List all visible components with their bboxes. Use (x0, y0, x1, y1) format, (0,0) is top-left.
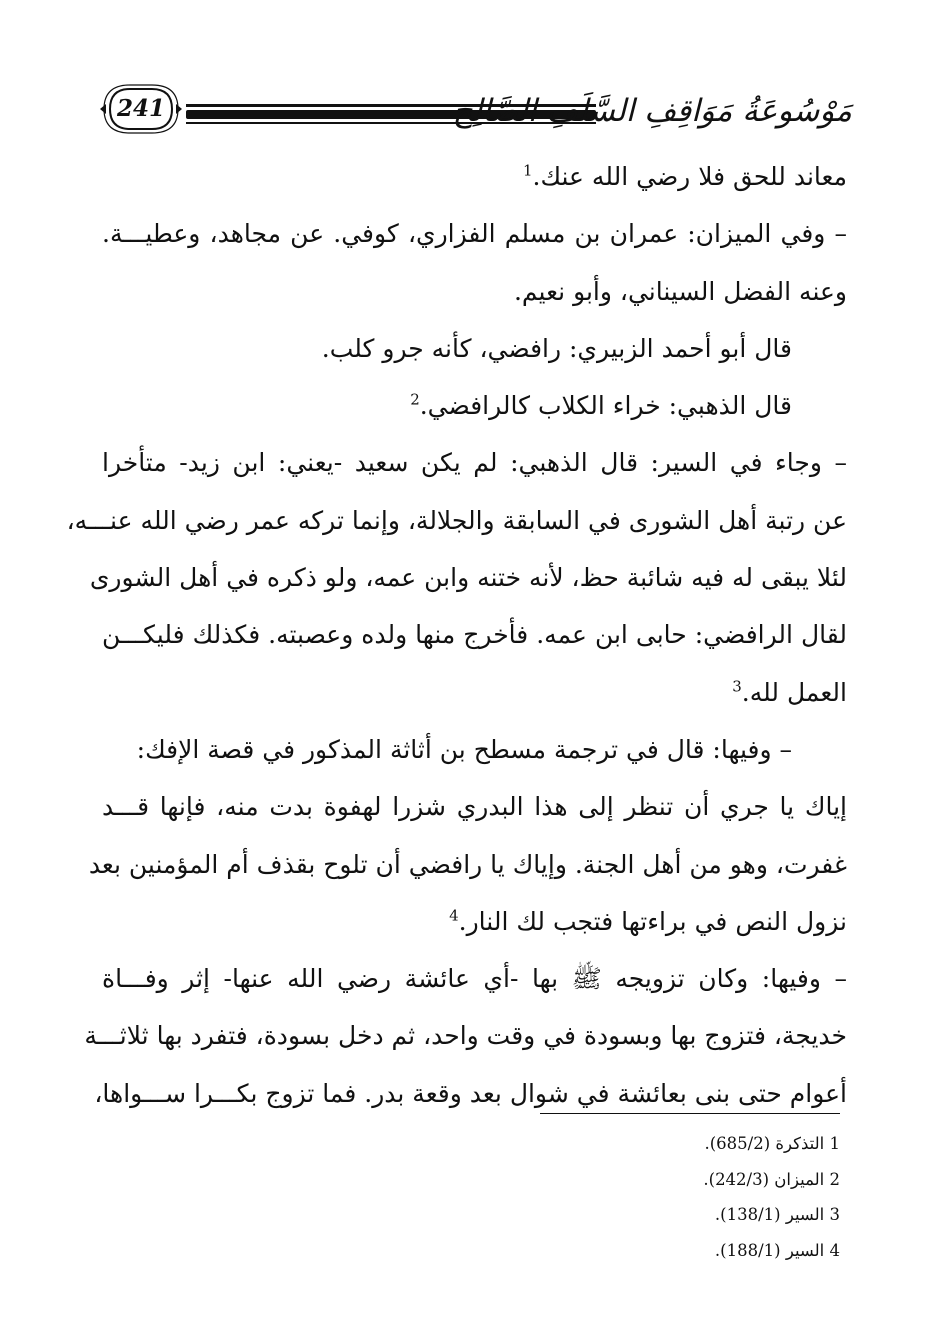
footnote-marker: 3 (732, 677, 742, 696)
text-line (102, 148, 847, 205)
footnotes (540, 1126, 840, 1268)
text-line (102, 205, 847, 262)
text-line (66, 492, 847, 549)
main-text (66, 148, 847, 1122)
text-line (89, 549, 847, 606)
text-line (102, 721, 847, 778)
text-line (102, 606, 847, 663)
text-line (102, 893, 847, 950)
footnote-item: 4 السير (188/1). (714, 1240, 840, 1260)
page-number: 241 (116, 95, 165, 122)
text-segment: قال أبو أحمد الزبيري: رافضي، كأنه جرو كلب. (321, 333, 792, 363)
text-segment: خديجة، فتزوج بها وبسودة في وقت واحد، ثم دخل بسودة، فتفرد بها ثلاثـــة (84, 1021, 847, 1051)
footnote-separator (540, 1113, 840, 1114)
text-line (102, 377, 847, 434)
text-line (88, 836, 847, 893)
text-segment: – وجاء في السير: قال الذهبي: لم يكن سعيد -يعني: ابن زيد- متأخرا (102, 448, 847, 478)
text-segment: وعنه الفضل السيناني، وأبو نعيم. (513, 276, 847, 306)
text-segment: لئلا يبقى له فيه شائبة حظ، لأنه ختنه وابن عمه، ولو ذكره في أهل الشورى (89, 563, 847, 593)
footnote-marker: 4 (449, 906, 459, 925)
footnote-item: 2 الميزان (242/3). (703, 1169, 840, 1189)
text-line (102, 664, 847, 721)
text-segment: غفرت، وهو من أهل الجنة. وإياك يا رافضي أن تلوح بقذف أم المؤمنين بعد (88, 849, 847, 879)
text-line (102, 778, 847, 835)
text-line (102, 320, 847, 377)
text-segment: قال الذهبي: خراء الكلاب كالرافضي. (419, 391, 792, 421)
page-number-badge (100, 84, 182, 134)
footnote-item: 3 السير (138/1). (714, 1205, 840, 1224)
text-line (84, 1007, 847, 1064)
footnote-marker: 1 (522, 161, 533, 180)
text-line (102, 263, 847, 320)
page-header (100, 82, 852, 140)
text-line (102, 434, 847, 491)
text-segment: أعوام حتى بنى بعائشة في شوال بعد وقعة بدر. فما تزوج بكـــرا ســـواها، (94, 1078, 847, 1108)
text-segment: نزول النص في براءتها فتجب لك النار. (458, 906, 847, 936)
footnote-item: 1 التذكرة (685/2). (704, 1134, 840, 1153)
series-title: مَوْسُوعَةُ مَوَاقِفِ السَّلَفِ الصَّالِح (452, 93, 852, 129)
text-segment: إياك يا جري أن تنظر إلى هذا البدري شزرا لهفوة بدت منه، فإنها قـــد (102, 792, 847, 822)
text-segment: – وفيها: قال في ترجمة مسطح بن أثاثة المذكور في قصة الإفك: (136, 734, 792, 764)
footnote-marker: 2 (410, 390, 420, 409)
text-segment: لقال الرافضي: حابى ابن عمه. فأخرج منها ولده وعصبته. فكذلك فليكـــن (102, 620, 847, 650)
text-segment: – وفي الميزان: عمران بن مسلم الفزاري، كوفي. عن مجاهد، وعطيـــة. (102, 219, 847, 249)
text-line (102, 950, 847, 1007)
text-segment: معاند للحق فلا رضي الله عنك. (532, 162, 847, 191)
text-segment: – وفيها: وكان تزويجه ﷺ بها -أي عائشة رضي الله عنها- إثر وفـــاة (102, 964, 847, 994)
text-segment: عن رتبة أهل الشورى في السابقة والجلالة، وإنما تركه عمر رضي الله عنـــه، (66, 505, 847, 535)
text-segment: العمل لله. (741, 677, 847, 707)
